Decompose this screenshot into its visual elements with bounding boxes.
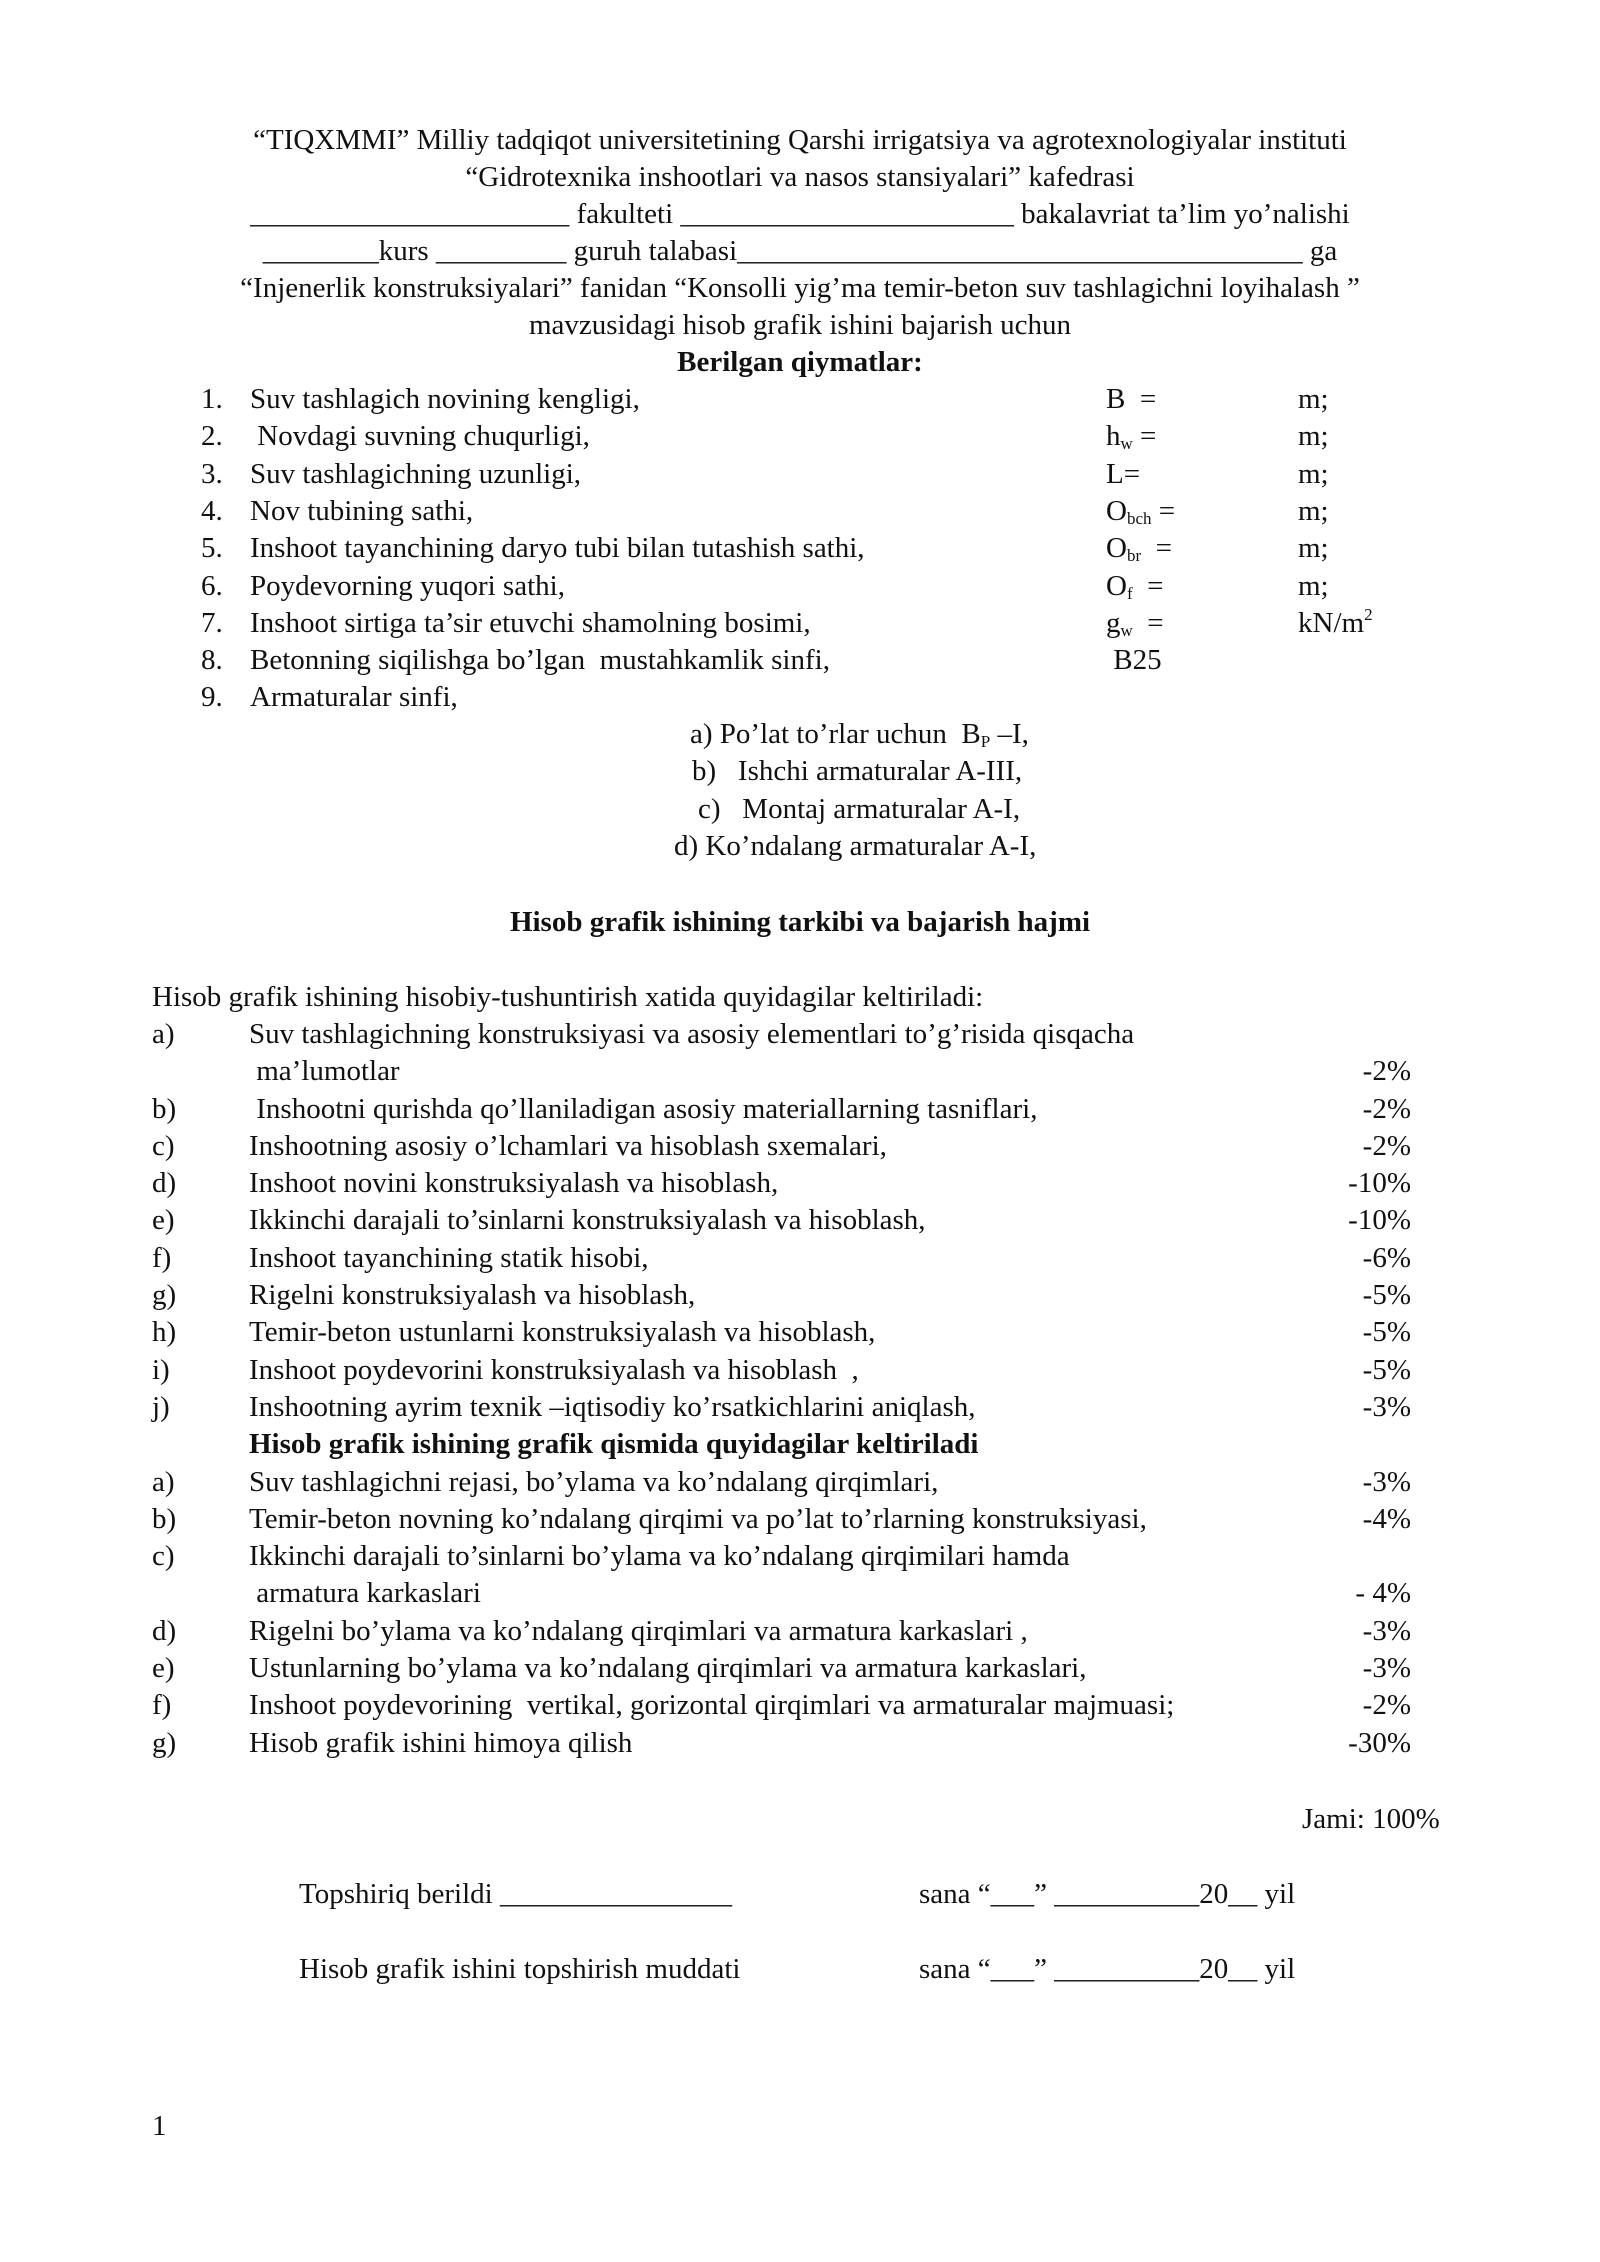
given-item-number: 3.	[201, 458, 223, 490]
symbol-equals: =	[1123, 458, 1141, 490]
armatura-letter: a)	[690, 718, 713, 750]
armatura-letter: c)	[698, 793, 721, 825]
given-item-text: Inshoot tayanchining daryo tubi bilan tutashish sathi,	[250, 532, 865, 564]
total-percent: Jami: 100%	[1302, 1803, 1440, 1835]
item-text: Ustunlarning bo’ylama va ko’ndalang qirqimlari va armatura karkaslari,	[249, 1652, 1087, 1684]
item-percent: -2%	[1362, 1093, 1411, 1125]
given-item-text: Armaturalar sinfi,	[250, 681, 458, 713]
armatura-letter: d)	[674, 830, 699, 862]
given-item-text: Novdagi suvning chuqurligi,	[250, 420, 590, 452]
item-text: Inshootning ayrim texnik –iqtisodiy ko’rsatkichlarini aniqlash,	[249, 1391, 976, 1423]
unit-text: m;	[1298, 532, 1329, 564]
armatura-text: Ishchi armaturalar A-III,	[723, 755, 1023, 787]
given-item-unit	[1298, 381, 1329, 417]
item-letter: d)	[152, 1615, 177, 1647]
given-item-number: 2.	[201, 420, 223, 452]
given-item-text: Suv tashlagich novining kengligi,	[250, 383, 640, 415]
institute-line: “TIQXMMI” Milliy tadqiqot universitetining Qarshi irrigatsiya va agrotexnologiyalar instituti	[253, 124, 1347, 156]
symbol-letter: B	[1106, 383, 1126, 415]
given-item-number: 5.	[201, 532, 223, 564]
item-letter: j)	[152, 1391, 170, 1423]
armatura-text: Ko’ndalang armaturalar A-I,	[705, 830, 1037, 862]
item-letter: a)	[152, 1018, 175, 1050]
symbol-equals: =	[1125, 383, 1157, 415]
item-letter: c)	[152, 1540, 175, 1572]
item-percent: -3%	[1362, 1615, 1411, 1647]
item-text: Suv tashlagichni rejasi, bo’ylama va ko’ndalang qirqimlari,	[249, 1466, 939, 1498]
item-letter: b)	[152, 1093, 177, 1125]
given-item-number: 1.	[201, 383, 223, 415]
symbol-subscript: br	[1126, 546, 1142, 565]
armatura-item	[698, 791, 1020, 827]
given-values-title: Berilgan qiymatlar:	[677, 346, 923, 378]
assignment-given-label: Topshiriq berildi ________________	[299, 1878, 732, 1910]
given-item-text: Betonning siqilishga bo’lgan mustahkamlik sinfi,	[250, 644, 830, 676]
item-text: Inshootning asosiy o’lchamlari va hisoblash sxemalari,	[249, 1130, 887, 1162]
unit-text: m;	[1298, 495, 1329, 527]
item-text: Suv tashlagichning konstruksiyasi va asosiy elementlari to’g’risida qisqacha	[249, 1018, 1135, 1050]
symbol-letter: O	[1106, 495, 1127, 527]
page-number: 1	[152, 2110, 167, 2142]
item-letter: f)	[152, 1242, 172, 1274]
item-letter: i)	[152, 1354, 170, 1386]
symbol-subscript: bch	[1126, 509, 1152, 528]
item-percent: -5%	[1362, 1279, 1411, 1311]
item-percent: -10%	[1348, 1167, 1411, 1199]
item-text: Rigelni bo’ylama va ko’ndalang qirqimlari va armatura karkaslari ,	[249, 1615, 1028, 1647]
item-percent: -5%	[1362, 1316, 1411, 1348]
given-item-symbol	[1106, 605, 1164, 641]
given-item-number: 6.	[201, 570, 223, 602]
armatura-item	[690, 716, 1029, 752]
item-percent: -30%	[1348, 1727, 1411, 1759]
symbol-equals: =	[1141, 532, 1172, 564]
given-item-unit	[1298, 530, 1329, 566]
deadline-label: Hisob grafik ishini topshirish muddati	[299, 1953, 741, 1985]
item-percent: -2%	[1362, 1689, 1411, 1721]
item-letter: h)	[152, 1316, 177, 1348]
intro-text: Hisob grafik ishining hisobiy-tushuntirish xatida quyidagilar keltiriladi:	[152, 981, 984, 1013]
given-item-number: 4.	[201, 495, 223, 527]
item-letter: a)	[152, 1466, 175, 1498]
item-text: Hisob grafik ishini himoya qilish	[249, 1727, 633, 1759]
item-letter: e)	[152, 1652, 175, 1684]
item-percent: -4%	[1362, 1503, 1411, 1535]
unit-text: kN/m	[1298, 607, 1365, 639]
item-percent: -5%	[1362, 1354, 1411, 1386]
armatura-item	[692, 753, 1022, 789]
item-text: Ikkinchi darajali to’sinlarni bo’ylama va ko’ndalang qirqimilari hamda	[249, 1540, 1070, 1572]
item-text: Inshoot novini konstruksiyalash va hisoblash,	[249, 1167, 779, 1199]
item-text: Temir-beton ustunlarni konstruksiyalash va hisoblash,	[249, 1316, 876, 1348]
item-text-continued: ma’lumotlar	[249, 1055, 400, 1087]
item-text: Temir-beton novning ko’ndalang qirqimi va po’lat to’rlarning konstruksiyasi,	[249, 1503, 1147, 1535]
unit-text: m;	[1298, 383, 1329, 415]
item-letter: g)	[152, 1727, 177, 1759]
symbol-equals: =	[1151, 495, 1176, 527]
symbol-letter: O	[1106, 570, 1127, 602]
item-letter: g)	[152, 1279, 177, 1311]
given-item-unit	[1298, 456, 1329, 492]
given-item-symbol	[1106, 418, 1156, 454]
item-percent: -2%	[1362, 1130, 1411, 1162]
student-line: ________kurs _________ guruh talabasi_______________________________________ ga	[262, 235, 1338, 267]
unit-superscript: 2	[1364, 605, 1373, 624]
given-item-symbol	[1106, 568, 1163, 604]
given-item-text: Poydevorning yuqori sathi,	[250, 570, 565, 602]
item-percent: -3%	[1362, 1652, 1411, 1684]
given-item-symbol	[1106, 381, 1156, 417]
given-item-unit	[1298, 493, 1329, 529]
item-percent: - 4%	[1355, 1577, 1411, 1609]
given-item-unit	[1298, 418, 1329, 454]
assignment-given-date: sana “___” __________20__ yil	[919, 1878, 1296, 1910]
armatura-subscript: P	[980, 732, 991, 751]
armatura-item	[674, 828, 1036, 864]
symbol-subscript: w	[1120, 621, 1133, 640]
faculty-line: ______________________ fakulteti _______________________ bakalavriat ta’lim yo’nalishi	[250, 198, 1350, 230]
given-item-symbol	[1106, 456, 1140, 492]
item-percent: -2%	[1362, 1055, 1411, 1087]
unit-text: m;	[1298, 570, 1329, 602]
given-item-unit	[1298, 568, 1329, 604]
symbol-letter: B25	[1106, 644, 1162, 676]
graphic-part-title: Hisob grafik ishining grafik qismida quyidagilar keltiriladi	[249, 1428, 979, 1460]
deadline-date: sana “___” __________20__ yil	[919, 1953, 1296, 1985]
subject-line: “Injenerlik konstruksiyalari” fanidan “Konsolli yig’ma temir-beton suv tashlagichni loyihalash ”	[240, 272, 1360, 304]
given-item-symbol	[1106, 493, 1175, 529]
unit-text: m;	[1298, 420, 1329, 452]
armatura-letter: b)	[692, 755, 717, 787]
armatura-tail: –I,	[990, 718, 1029, 750]
armatura-text: Po’lat to’rlar uchun B	[719, 718, 981, 750]
armatura-text: Montaj armaturalar A-I,	[727, 793, 1021, 825]
item-percent: -10%	[1348, 1204, 1411, 1236]
given-item-unit	[1298, 605, 1373, 641]
symbol-subscript: w	[1120, 434, 1133, 453]
item-text: Inshoot tayanchining statik hisobi,	[249, 1242, 649, 1274]
item-text-continued: armatura karkaslari	[249, 1577, 481, 1609]
given-item-number: 9.	[201, 681, 223, 713]
item-letter: e)	[152, 1204, 175, 1236]
department-line: “Gidrotexnika inshootlari va nasos stansiyalari” kafedrasi	[465, 161, 1135, 193]
item-text: Inshootni qurishda qo’llaniladigan asosiy materiallarning tasniflari,	[249, 1093, 1038, 1125]
given-item-symbol	[1106, 530, 1172, 566]
item-letter: c)	[152, 1130, 175, 1162]
symbol-letter: g	[1106, 607, 1121, 639]
symbol-equals: =	[1132, 607, 1164, 639]
item-letter: b)	[152, 1503, 177, 1535]
symbol-letter: L	[1106, 458, 1124, 490]
given-item-number: 8.	[201, 644, 223, 676]
symbol-equals: =	[1132, 420, 1157, 452]
item-letter: f)	[152, 1689, 172, 1721]
symbol-subscript: f	[1126, 584, 1133, 603]
section-title: Hisob grafik ishining tarkibi va bajarish hajmi	[509, 906, 1091, 938]
given-item-text: Nov tubining sathi,	[250, 495, 474, 527]
item-text: Rigelni konstruksiyalash va hisoblash,	[249, 1279, 696, 1311]
given-item-symbol	[1106, 642, 1162, 678]
symbol-equals: =	[1132, 570, 1164, 602]
item-text: Inshoot poydevorini konstruksiyalash va hisoblash ,	[249, 1354, 859, 1386]
item-percent: -6%	[1362, 1242, 1411, 1274]
item-text: Inshoot poydevorining vertikal, gorizontal qirqimlari va armaturalar majmuasi;	[249, 1689, 1175, 1721]
unit-text: m;	[1298, 458, 1329, 490]
given-item-number: 7.	[201, 607, 223, 639]
given-item-text: Inshoot sirtiga ta’sir etuvchi shamolning bosimi,	[250, 607, 811, 639]
item-percent: -3%	[1362, 1466, 1411, 1498]
symbol-letter: h	[1106, 420, 1121, 452]
item-percent: -3%	[1362, 1391, 1411, 1423]
item-text: Ikkinchi darajali to’sinlarni konstruksiyalash va hisoblash,	[249, 1204, 926, 1236]
item-letter: d)	[152, 1167, 177, 1199]
subject-line-2: mavzusidagi hisob grafik ishini bajarish uchun	[528, 309, 1072, 341]
given-item-text: Suv tashlagichning uzunligi,	[250, 458, 582, 490]
symbol-letter: O	[1106, 532, 1127, 564]
